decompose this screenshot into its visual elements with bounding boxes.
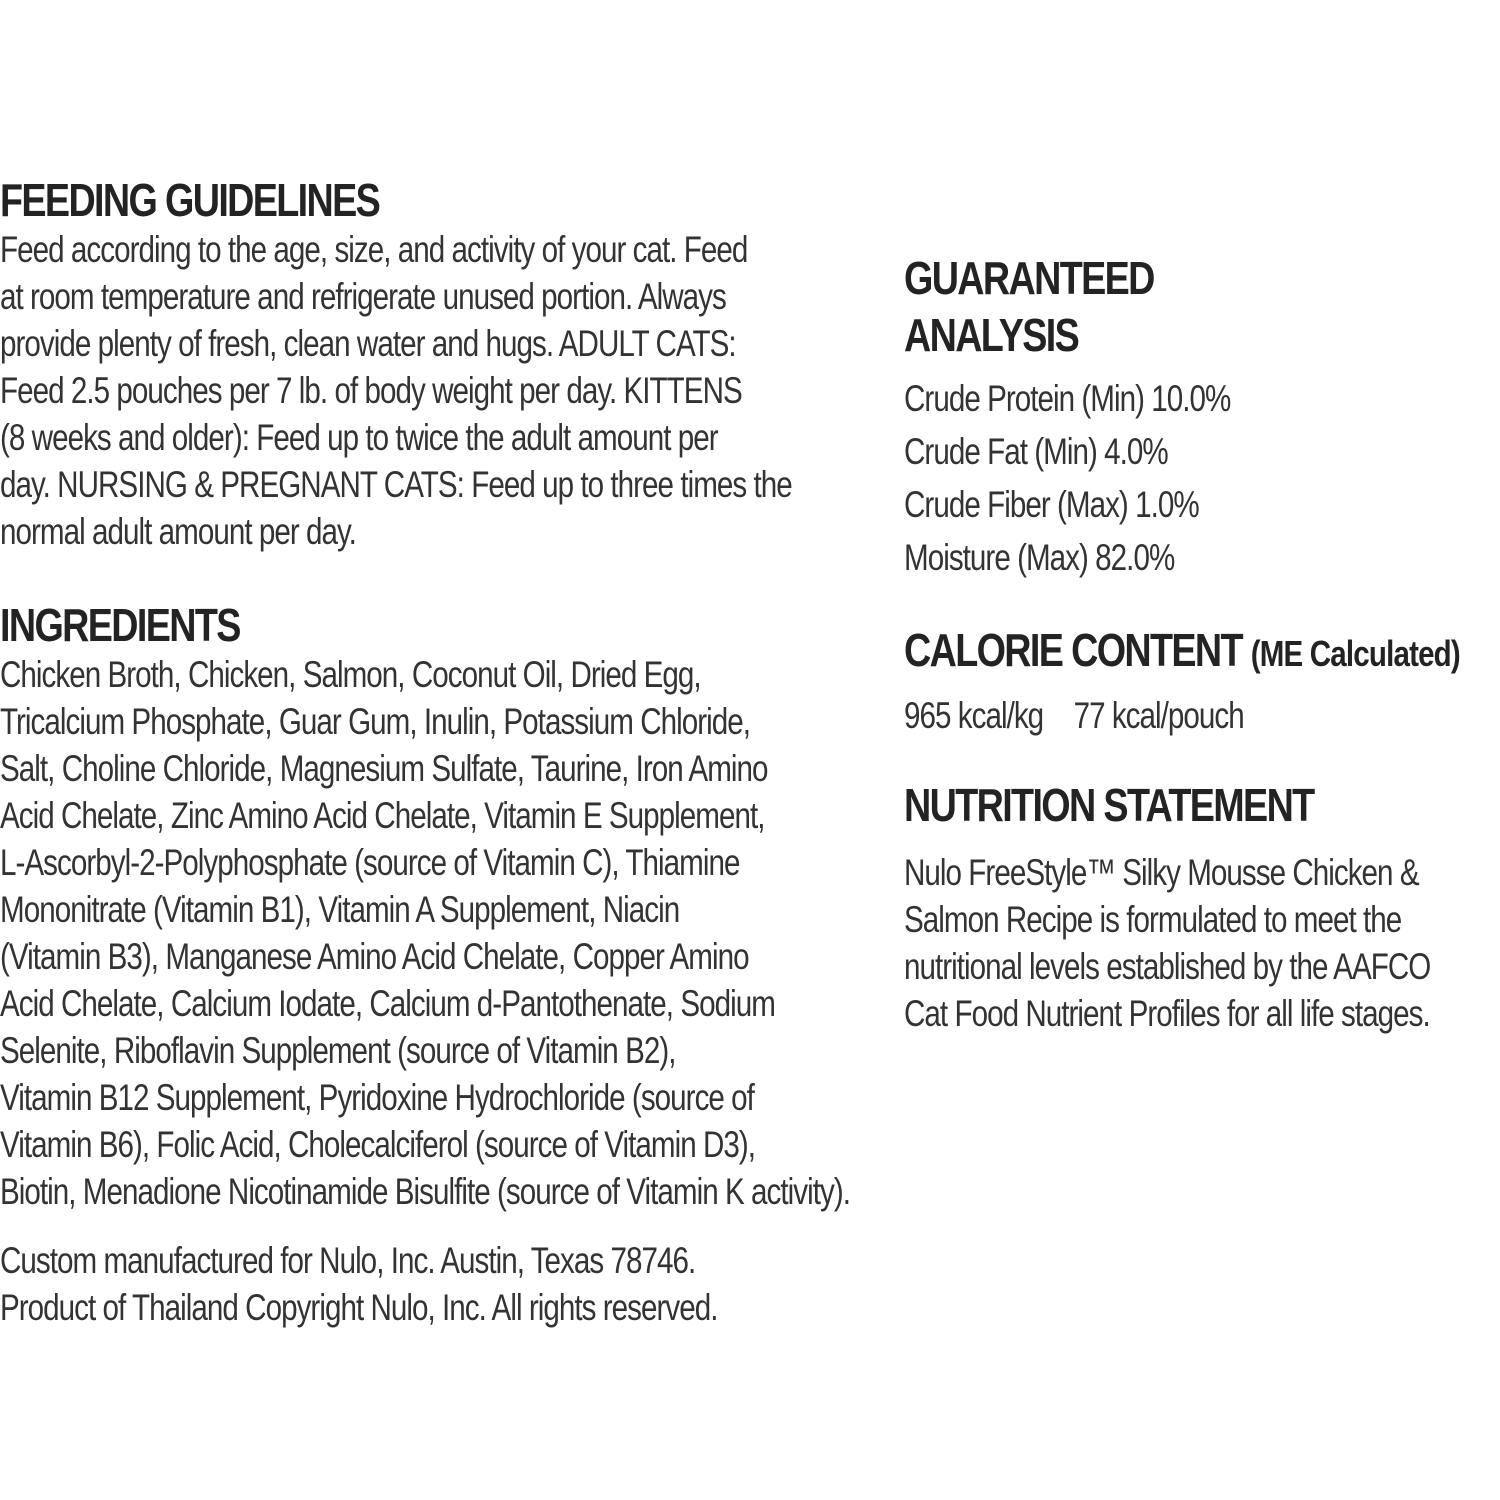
feeding-line: (8 weeks and older): Feed up to twice the adult amount per bbox=[0, 417, 718, 458]
feeding-line: day. NURSING & PREGNANT CATS: Feed up to three times the bbox=[0, 464, 792, 505]
analysis-item: Crude Protein (Min) 10.0% bbox=[904, 378, 1231, 419]
manufacturer-line: Custom manufactured for Nulo, Inc. Austin, Texas 78746. bbox=[0, 1240, 696, 1281]
left-column bbox=[0, 170, 870, 1331]
feeding-line: Feed 2.5 pouches per 7 lb. of body weight per day. KITTENS bbox=[0, 370, 742, 411]
ingredients-line: Vitamin B12 Supplement, Pyridoxine Hydrochloride (source of bbox=[0, 1077, 754, 1118]
ingredients-line: L-Ascorbyl-2-Polyphosphate (source of Vitamin C), Thiamine bbox=[0, 842, 740, 883]
right-column bbox=[904, 250, 1500, 1037]
analysis-item: Crude Fiber (Max) 1.0% bbox=[904, 484, 1199, 525]
analysis-item: Crude Fat (Min) 4.0% bbox=[904, 431, 1168, 472]
ingredients-line: Selenite, Riboflavin Supplement (source of Vitamin B2), bbox=[0, 1030, 676, 1071]
nutrition-line: nutritional levels established by the AAFCO bbox=[904, 946, 1431, 987]
guaranteed-analysis-heading-line1: GUARANTEED bbox=[904, 252, 1154, 304]
calorie-values bbox=[904, 692, 1381, 739]
ingredients-line: Acid Chelate, Calcium Iodate, Calcium d-Pantothenate, Sodium bbox=[0, 983, 775, 1024]
ingredients-heading: INGREDIENTS bbox=[0, 599, 240, 651]
manufacturer-line: Product of Thailand Copyright Nulo, Inc. All rights reserved. bbox=[0, 1287, 718, 1328]
feeding-line: normal adult amount per day. bbox=[0, 511, 356, 552]
ingredients-line: Biotin, Menadione Nicotinamide Bisulfite (source of Vitamin K activity). bbox=[0, 1171, 850, 1212]
ingredients-line: Acid Chelate, Zinc Amino Acid Chelate, Vitamin E Supplement, bbox=[0, 795, 765, 836]
manufacturer-text bbox=[0, 1237, 864, 1331]
nutrition-line: Cat Food Nutrient Profiles for all life stages. bbox=[904, 993, 1430, 1034]
nutrition-statement-text bbox=[904, 849, 1500, 1037]
ingredients-line: Salt, Choline Chloride, Magnesium Sulfate, Taurine, Iron Amino bbox=[0, 748, 768, 789]
nutrition-line: Nulo FreeStyle™ Silky Mousse Chicken & bbox=[904, 852, 1419, 893]
calorie-content-title: CALORIE CONTENT bbox=[904, 624, 1242, 676]
calorie-content-heading bbox=[904, 624, 1460, 680]
guaranteed-analysis-heading bbox=[904, 250, 1393, 364]
guaranteed-analysis-list bbox=[904, 372, 1496, 584]
ingredients-text bbox=[0, 651, 864, 1215]
nutrition-line: Salmon Recipe is formulated to meet the bbox=[904, 899, 1402, 940]
calorie-content-subtitle: (ME Calculated) bbox=[1250, 633, 1460, 674]
calorie-per-pouch: 77 kcal/pouch bbox=[1073, 695, 1244, 736]
ingredients-line: Chicken Broth, Chicken, Salmon, Coconut Oil, Dried Egg, bbox=[0, 654, 701, 695]
ingredients-line: Tricalcium Phosphate, Guar Gum, Inulin, Potassium Chloride, bbox=[0, 701, 751, 742]
nutrition-statement-heading: NUTRITION STATEMENT bbox=[904, 779, 1314, 831]
feeding-line: at room temperature and refrigerate unused portion. Always bbox=[0, 276, 726, 317]
analysis-item: Moisture (Max) 82.0% bbox=[904, 537, 1175, 578]
ingredients-line: (Vitamin B3), Manganese Amino Acid Chelate, Copper Amino bbox=[0, 936, 749, 977]
feeding-guidelines-text bbox=[0, 226, 864, 555]
calorie-per-kg: 965 kcal/kg bbox=[904, 695, 1044, 736]
feeding-guidelines-heading: FEEDING GUIDELINES bbox=[0, 174, 380, 226]
feeding-line: provide plenty of fresh, clean water and hugs. ADULT CATS: bbox=[0, 323, 736, 364]
ingredients-line: Vitamin B6), Folic Acid, Cholecalciferol (source of Vitamin D3), bbox=[0, 1124, 756, 1165]
feeding-line: Feed according to the age, size, and activity of your cat. Feed bbox=[0, 229, 748, 270]
ingredients-line: Mononitrate (Vitamin B1), Vitamin A Supplement, Niacin bbox=[0, 889, 680, 930]
guaranteed-analysis-heading-line2: ANALYSIS bbox=[904, 309, 1079, 361]
